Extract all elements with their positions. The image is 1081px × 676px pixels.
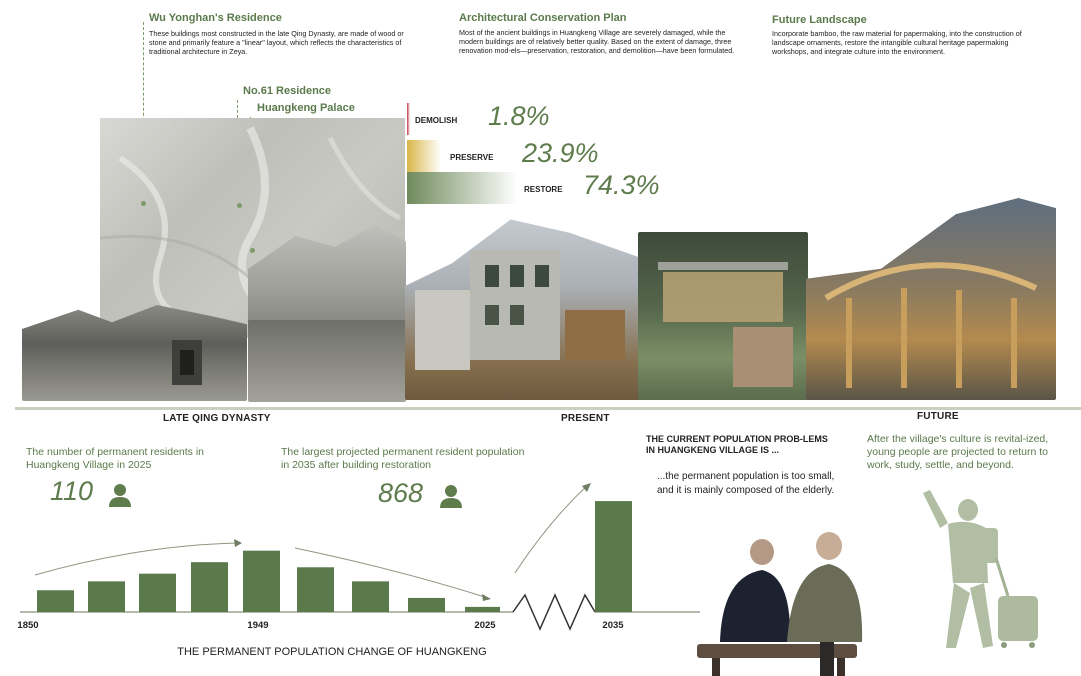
chart-tick-label: 2035 <box>602 620 624 631</box>
present-buildings-photo <box>405 210 640 400</box>
map-point <box>237 203 242 208</box>
wu-residence-text: These buildings most constructed in the late Qing Dynasty, are made of wood or stone and primarily feature a "linear" layout, which reflects the characteristics of traditional architecture in Zeya. <box>149 29 404 56</box>
future-landscape-title: Future Landscape <box>772 14 867 26</box>
population-bar <box>37 590 74 612</box>
wu-residence-photo <box>22 305 247 401</box>
stat-value-preserve: 23.9% <box>522 138 599 168</box>
population-bar <box>595 501 632 612</box>
population-bar <box>88 581 125 612</box>
problem-text: ...the permanent population is too small, and it is mainly composed of the elderly. <box>657 471 835 496</box>
population-chart <box>0 480 700 676</box>
future-population-text: After the village's culture is revital-ized, young people are projected to return to work, study, settle, and beyond. <box>867 433 1049 471</box>
plan-text: Most of the ancient buildings in Huangkeng Village are severely damaged, while the modern buildings are of relatively better quality. Based on the extent of damage, three renovation mod-els—preservation, restoration, and demolition—have been formulated. <box>459 28 735 55</box>
stat-bar-demolish <box>407 103 410 135</box>
problem-title: THE CURRENT POPULATION PROB-LEMS IN HUANGKENG VILLAGE IS ... <box>646 434 828 455</box>
chart-title: THE PERMANENT POPULATION CHANGE OF HUANGKENG <box>177 646 487 658</box>
timeline-divider <box>15 407 1081 410</box>
map-point <box>141 201 146 206</box>
population-bar <box>243 551 280 612</box>
period-future: FUTURE <box>917 411 959 422</box>
period-late-qing: LATE QING DYNASTY <box>163 413 271 424</box>
stat-bar-preserve <box>407 140 441 172</box>
plan-title: Architectural Conservation Plan <box>459 12 627 24</box>
population-bar <box>408 598 445 612</box>
young-traveller-figure <box>918 488 1048 653</box>
trend-arrow-head <box>582 483 591 492</box>
residents-2025-text: The number of permanent residents in Huangkeng Village in 2025 <box>26 446 205 471</box>
future-landscape-text: Incorporate bamboo, the raw material for papermaking, into the construction of landscape ornaments, restore the intangible cultural heritage papermaking workshops, and integrate culture into the environment. <box>772 29 1022 56</box>
future-bamboo-pavilion-photo <box>806 198 1056 400</box>
map-point <box>250 248 255 253</box>
trend-arrow-head <box>482 594 491 601</box>
chart-tick-label: 2025 <box>474 620 496 631</box>
projected-2035-text: The largest projected permanent resident population in 2035 after building restoration <box>281 446 525 471</box>
chart-tick-label: 1949 <box>247 620 269 631</box>
trend-arrow <box>515 485 588 573</box>
stat-bar-restore <box>407 172 517 204</box>
axis-break <box>513 595 595 629</box>
population-bar <box>465 607 500 612</box>
residents-2025-value: 110 <box>50 476 94 506</box>
elderly-residents-photo <box>692 532 882 676</box>
huangkeng-palace-label: Huangkeng Palace <box>257 102 355 114</box>
chart-tick-label: 1850 <box>17 620 39 631</box>
stat-value-demolish: 1.8% <box>488 101 550 131</box>
trend-arrow-head <box>234 539 242 547</box>
stat-label-restore: RESTORE <box>524 185 563 194</box>
population-bar <box>139 574 176 612</box>
stat-label-preserve: PRESERVE <box>450 153 494 162</box>
residence-61-label: No.61 Residence <box>243 85 332 97</box>
stat-value-restore: 74.3% <box>583 170 660 200</box>
papermaking-workshop-photo <box>638 232 808 400</box>
wu-residence-title: Wu Yonghan's Residence <box>149 12 282 24</box>
population-bar <box>191 562 228 612</box>
period-present: PRESENT <box>561 413 610 424</box>
population-bar <box>297 567 334 612</box>
palace-photo <box>248 320 406 402</box>
projected-2035-value: 868 <box>378 478 424 508</box>
population-bar <box>352 581 389 612</box>
stat-label-demolish: DEMOLISH <box>415 116 458 125</box>
